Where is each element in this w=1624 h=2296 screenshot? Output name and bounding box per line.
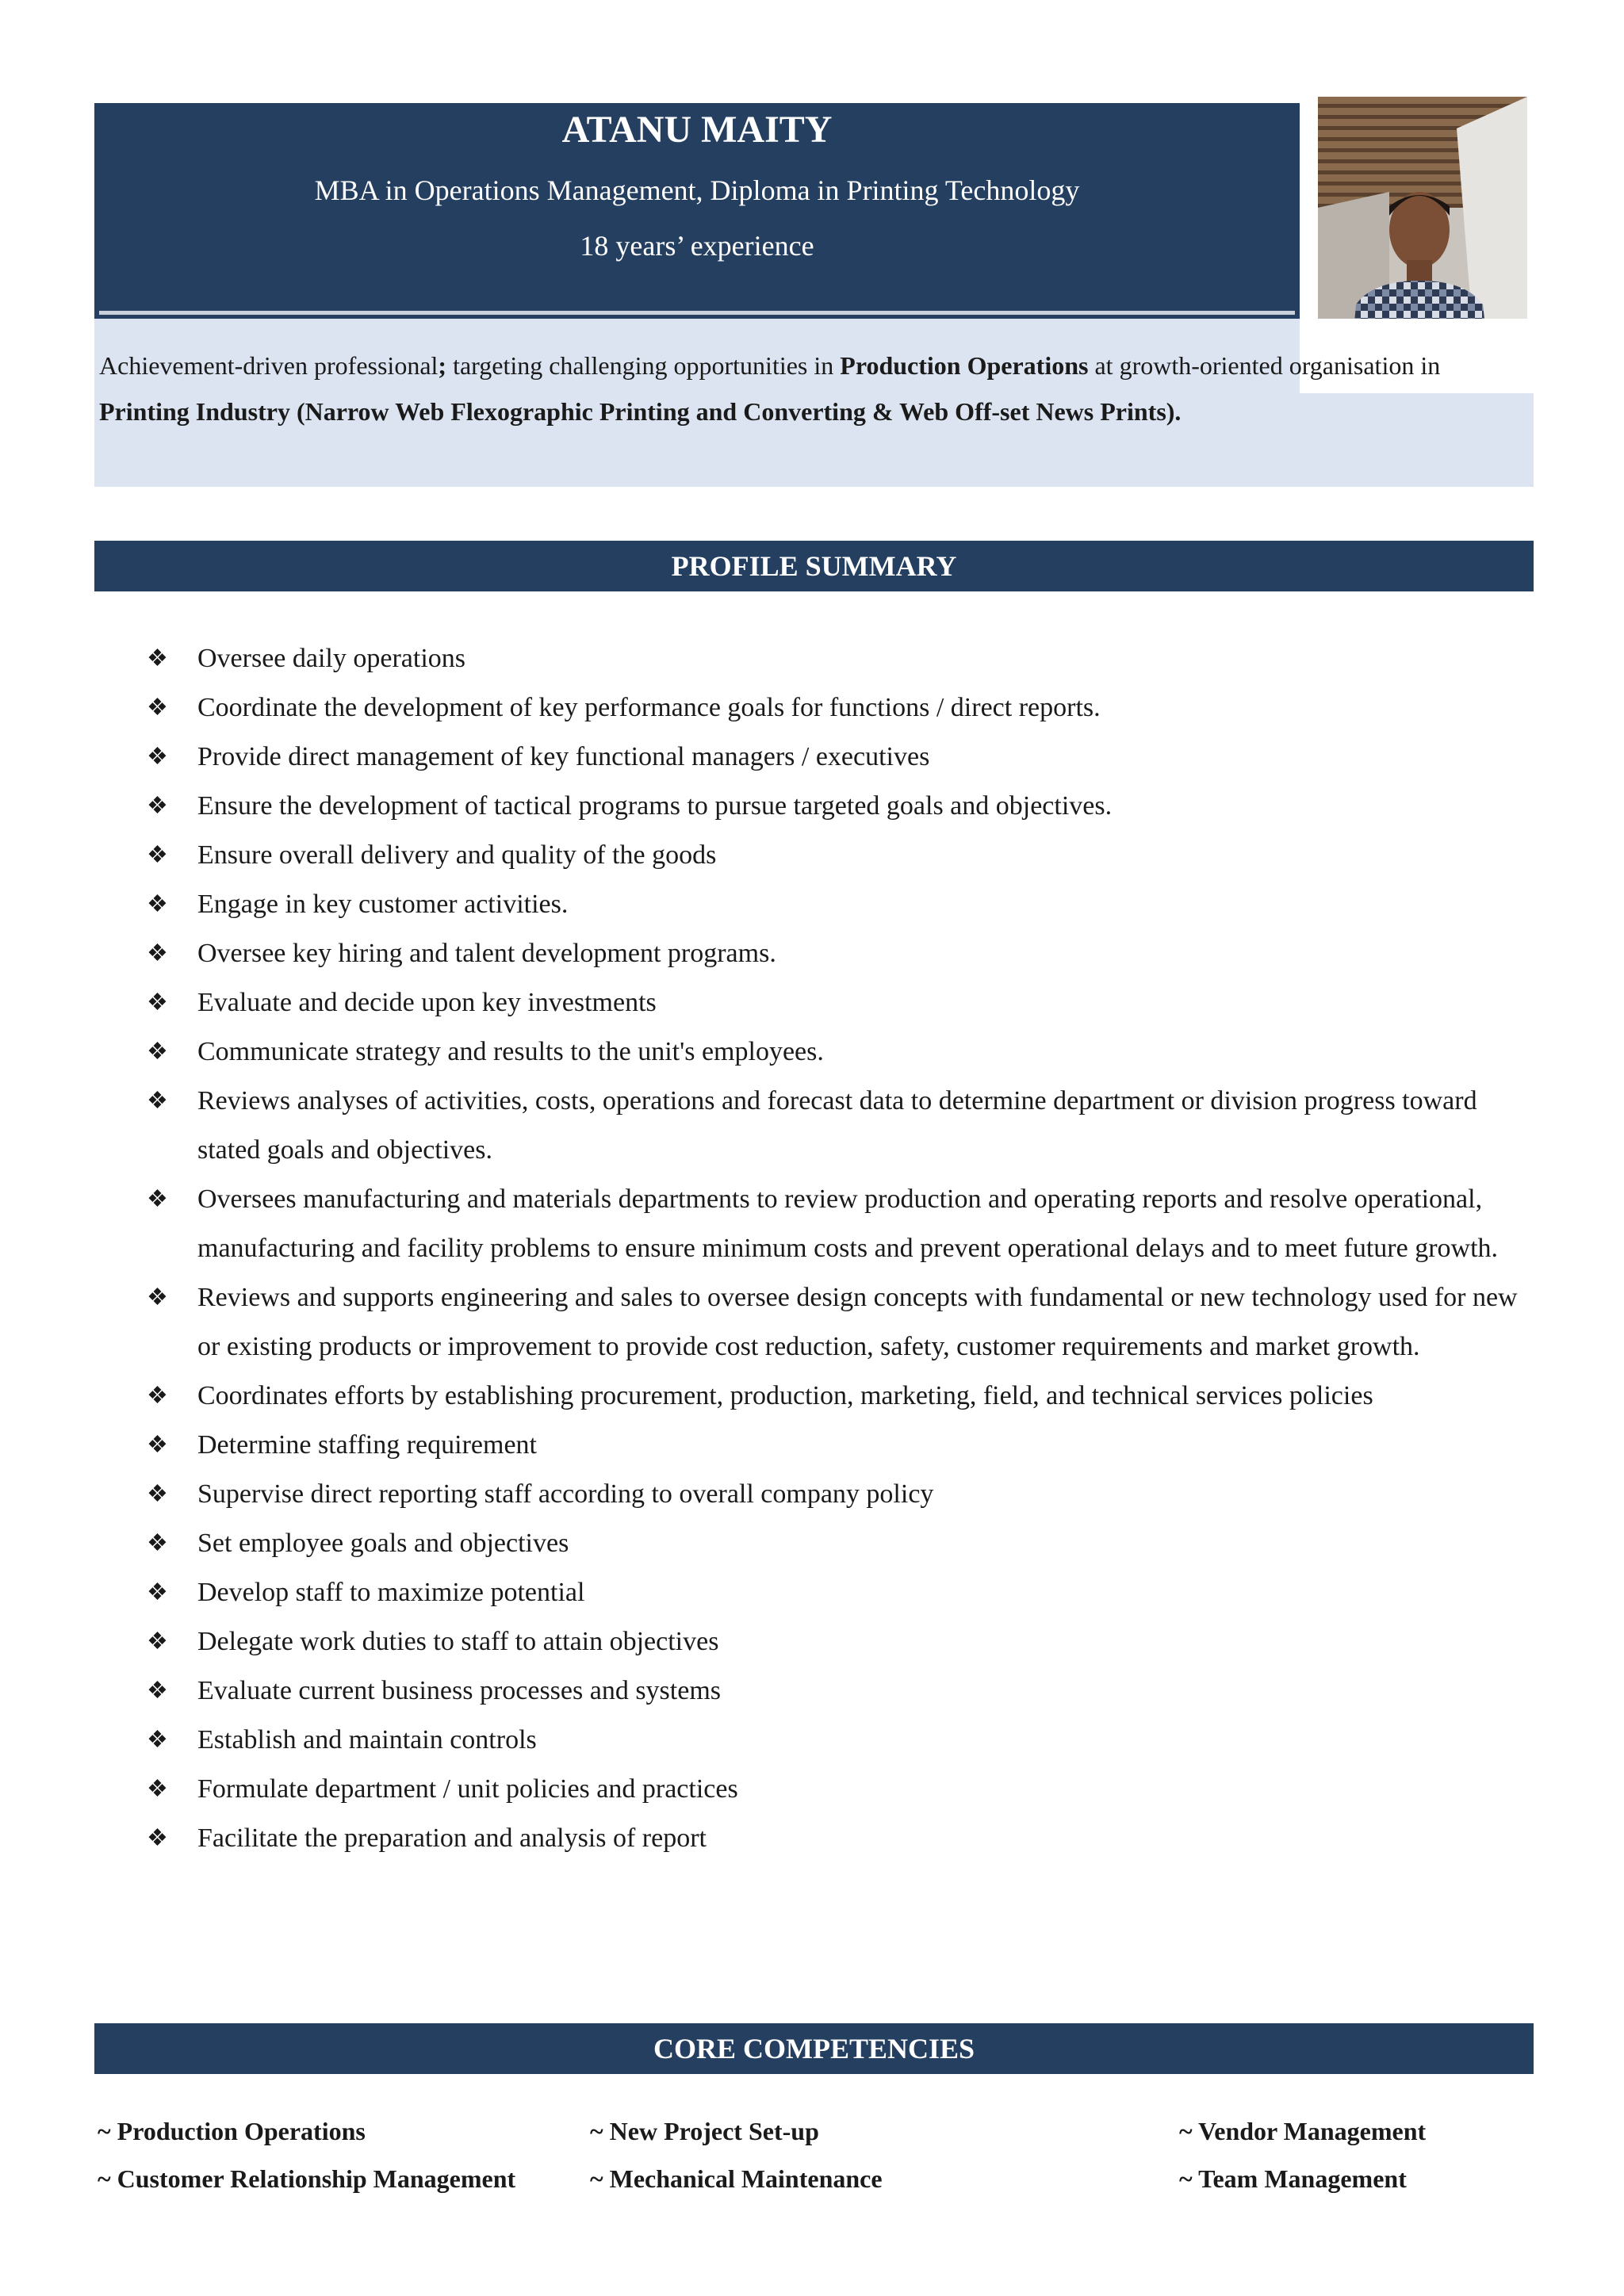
diamond-bullet-icon: ❖ bbox=[147, 891, 168, 917]
summary-item-text: Ensure overall delivery and quality of the goods bbox=[197, 840, 717, 870]
summary-item bbox=[147, 733, 1526, 782]
diamond-bullet-icon: ❖ bbox=[147, 1284, 168, 1311]
summary-item-text: Provide direct management of key functional managers / executives bbox=[197, 742, 930, 771]
summary-item-text: Coordinates efforts by establishing procurement, production, marketing, field, and technical services policies bbox=[197, 1381, 1373, 1410]
summary-item bbox=[147, 683, 1526, 733]
candidate-name: ATANU MAITY bbox=[561, 109, 833, 151]
summary-item bbox=[147, 782, 1526, 831]
summary-item-text: Evaluate current business processes and systems bbox=[197, 1676, 721, 1705]
diamond-bullet-icon: ❖ bbox=[147, 1432, 168, 1458]
summary-item-text: Facilitate the preparation and analysis of report bbox=[197, 1823, 707, 1853]
summary-item bbox=[147, 880, 1526, 929]
diamond-bullet-icon: ❖ bbox=[147, 1383, 168, 1409]
summary-item-text: Set employee goals and objectives bbox=[197, 1529, 569, 1558]
summary-item bbox=[147, 634, 1526, 683]
competency-vendor-management: ~ Vendor Management bbox=[1179, 2117, 1427, 2145]
diamond-bullet-icon: ❖ bbox=[147, 1678, 168, 1704]
summary-item bbox=[147, 1667, 1526, 1716]
profile-summary-heading: PROFILE SUMMARY bbox=[94, 541, 1534, 591]
summary-item bbox=[147, 978, 1526, 1027]
diamond-bullet-icon: ❖ bbox=[147, 793, 168, 819]
header-divider bbox=[99, 311, 1295, 315]
objective-highlight-industry: Printing Industry (Narrow Web Flexographic Printing and Converting & Web Off-set News Prints). bbox=[99, 397, 1182, 426]
objective-semicolon: ; bbox=[438, 351, 447, 380]
summary-item bbox=[147, 1175, 1526, 1273]
competency-team-management: ~ Team Management bbox=[1179, 2164, 1407, 2193]
profile-summary-list bbox=[147, 634, 1526, 1863]
diamond-bullet-icon: ❖ bbox=[147, 1727, 168, 1753]
summary-item-text: Oversee daily operations bbox=[197, 644, 465, 673]
diamond-bullet-icon: ❖ bbox=[147, 645, 168, 672]
summary-item bbox=[147, 1470, 1526, 1519]
diamond-bullet-icon: ❖ bbox=[147, 1825, 168, 1851]
summary-item-text: Coordinate the development of key performance goals for functions / direct reports. bbox=[197, 693, 1101, 722]
summary-item-text: Engage in key customer activities. bbox=[197, 890, 569, 919]
candidate-degree: MBA in Operations Management, Diploma in Printing Technology bbox=[314, 174, 1080, 206]
summary-item-text: Reviews and supports engineering and sales to oversee design concepts with fundamental or new technology used for new or existing products or improvement to provide cost reduction, safety, customer requirements and market growth. bbox=[197, 1283, 1518, 1361]
core-competencies-heading: CORE COMPETENCIES bbox=[94, 2023, 1534, 2074]
competency-mechanical-maintenance: ~ Mechanical Maintenance bbox=[590, 2164, 883, 2193]
diamond-bullet-icon: ❖ bbox=[147, 1186, 168, 1212]
summary-item-text: Evaluate and decide upon key investments bbox=[197, 988, 657, 1017]
summary-item bbox=[147, 1716, 1526, 1765]
competency-customer-relationship-management: ~ Customer Relationship Management bbox=[98, 2164, 516, 2193]
diamond-bullet-icon: ❖ bbox=[147, 1039, 168, 1065]
summary-item bbox=[147, 1372, 1526, 1421]
summary-item-text: Supervise direct reporting staff according to overall company policy bbox=[197, 1479, 934, 1509]
diamond-bullet-icon: ❖ bbox=[147, 1776, 168, 1802]
summary-item-text: Communicate strategy and results to the unit's employees. bbox=[197, 1037, 824, 1066]
summary-item bbox=[147, 1519, 1526, 1568]
diamond-bullet-icon: ❖ bbox=[147, 842, 168, 868]
objective-text-2: targeting challenging opportunities in bbox=[446, 351, 841, 380]
summary-item bbox=[147, 1273, 1526, 1372]
summary-item bbox=[147, 1617, 1526, 1667]
objective-text-3: at growth-oriented organisation in bbox=[1088, 351, 1441, 380]
summary-item-text: Determine staffing requirement bbox=[197, 1430, 537, 1460]
diamond-bullet-icon: ❖ bbox=[147, 1088, 168, 1114]
diamond-bullet-icon: ❖ bbox=[147, 695, 168, 721]
objective-text-1: Achievement-driven professional bbox=[99, 351, 439, 380]
summary-item-text: Develop staff to maximize potential bbox=[197, 1578, 585, 1607]
diamond-bullet-icon: ❖ bbox=[147, 1530, 168, 1556]
summary-item bbox=[147, 831, 1526, 880]
diamond-bullet-icon: ❖ bbox=[147, 1628, 168, 1655]
summary-item bbox=[147, 1568, 1526, 1617]
objective-highlight-production: Production Operations bbox=[840, 351, 1089, 380]
summary-item bbox=[147, 929, 1526, 978]
summary-item bbox=[147, 1814, 1526, 1863]
diamond-bullet-icon: ❖ bbox=[147, 1579, 168, 1605]
summary-item-text: Delegate work duties to staff to attain objectives bbox=[197, 1627, 719, 1656]
summary-item bbox=[147, 1077, 1526, 1175]
summary-item-text: Oversee key hiring and talent development programs. bbox=[197, 939, 776, 968]
resume-header bbox=[94, 103, 1300, 319]
summary-item bbox=[147, 1027, 1526, 1077]
summary-item-text: Establish and maintain controls bbox=[197, 1725, 537, 1755]
diamond-bullet-icon: ❖ bbox=[147, 744, 168, 770]
diamond-bullet-icon: ❖ bbox=[147, 940, 168, 966]
competency-production-operations: ~ Production Operations bbox=[98, 2117, 366, 2145]
summary-item-text: Ensure the development of tactical programs to pursue targeted goals and objectives. bbox=[197, 791, 1113, 821]
competency-new-project-setup: ~ New Project Set-up bbox=[590, 2117, 819, 2145]
summary-item-text: Reviews analyses of activities, costs, operations and forecast data to determine department or division progress toward stated goals and objectives. bbox=[197, 1086, 1477, 1165]
diamond-bullet-icon: ❖ bbox=[147, 1481, 168, 1507]
career-objective bbox=[99, 342, 1447, 434]
summary-item bbox=[147, 1765, 1526, 1814]
summary-item-text: Formulate department / unit policies and practices bbox=[197, 1774, 738, 1804]
diamond-bullet-icon: ❖ bbox=[147, 989, 168, 1016]
summary-item-text: Oversees manufacturing and materials departments to review production and operating reports and resolve operational, manufacturing and facility problems to ensure minimum costs and prevent operational delays and to meet future growth. bbox=[197, 1184, 1499, 1263]
candidate-experience: 18 years’ experience bbox=[580, 230, 814, 262]
summary-item bbox=[147, 1421, 1526, 1470]
